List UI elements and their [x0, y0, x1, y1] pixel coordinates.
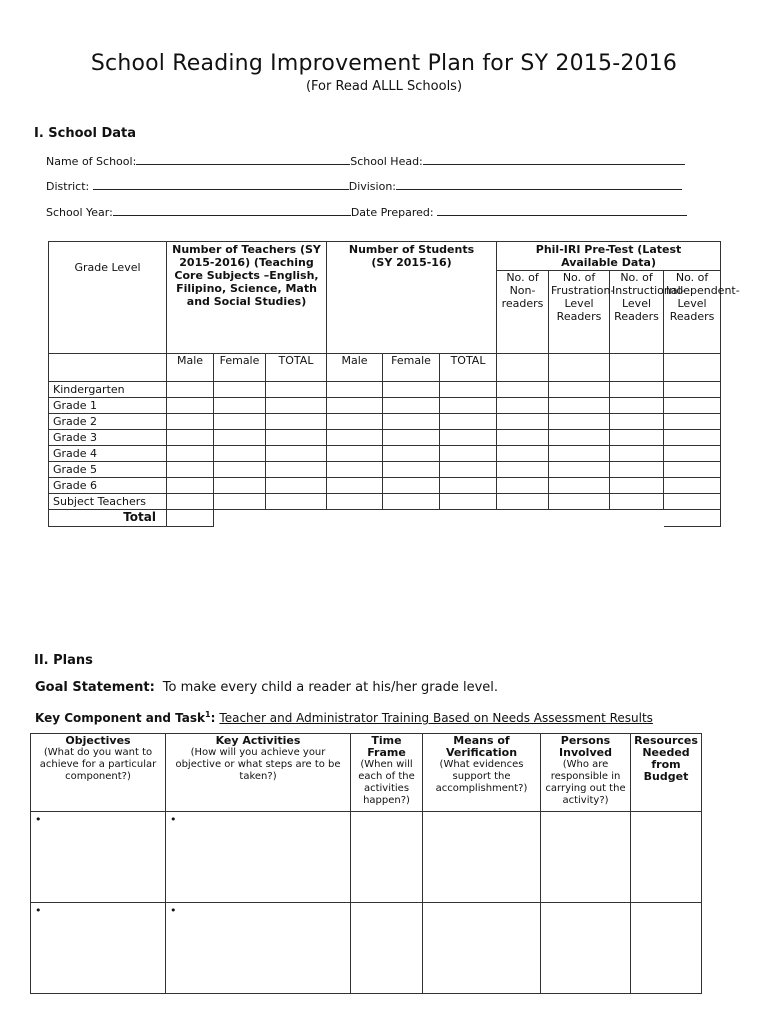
table-row	[49, 494, 721, 510]
kct-label: Key Component and Task	[35, 711, 206, 725]
page-subtitle: (For Read ALLL Schools)	[305, 79, 463, 94]
district-label: District:	[46, 180, 90, 193]
row-label-kindergarten: Kindergarten	[49, 382, 167, 398]
philiri-col-instructional: No. of Instructional-Level Readers	[610, 271, 664, 354]
row-label-grade-3: Grade 3	[49, 430, 167, 446]
district-field[interactable]	[93, 178, 349, 190]
col-means-of-verification	[423, 734, 541, 812]
division-label: Division:	[348, 180, 397, 193]
col-time-frame	[351, 734, 423, 812]
philiri-col-nonreaders: No. of Non-readers	[497, 271, 549, 354]
row-label-subject-teachers: Subject Teachers	[49, 494, 167, 510]
year-date-row	[46, 204, 687, 220]
division-field[interactable]	[396, 178, 682, 190]
teachers-total: TOTAL	[266, 354, 327, 382]
objective-bullet: •	[35, 904, 42, 917]
table-row	[31, 812, 702, 903]
enrollment-table	[48, 241, 740, 527]
activity-bullet: •	[170, 904, 177, 917]
table-row	[49, 382, 721, 398]
col-resources-title: Resources Needed from Budget	[634, 734, 698, 783]
kct-colon: :	[210, 711, 216, 725]
page-title: School Reading Improvement Plan for SY 2015-2016	[90, 51, 678, 76]
col-key-activities-desc: (How will you achieve your objective or what steps are to be taken?)	[175, 747, 341, 782]
col-time-frame-title: Time Frame	[367, 734, 406, 759]
row-label-grade-1: Grade 1	[49, 398, 167, 414]
table-row	[49, 478, 721, 494]
plans-table	[30, 733, 702, 994]
district-division-row	[46, 178, 682, 194]
col-resources	[631, 734, 702, 812]
school-year-field[interactable]	[113, 204, 351, 216]
teachers-male: Male	[167, 354, 214, 382]
date-prepared-field[interactable]	[437, 204, 687, 216]
table-row	[49, 414, 721, 430]
school-head-field[interactable]	[423, 153, 685, 165]
col-objectives	[31, 734, 166, 812]
activity-bullet: •	[170, 813, 177, 826]
plans-heading: II. Plans	[34, 653, 93, 668]
goal-statement	[35, 680, 498, 696]
gender-subheader-row	[49, 354, 721, 382]
name-school-head-row	[46, 153, 685, 169]
students-female: Female	[383, 354, 440, 382]
row-label-grade-6: Grade 6	[49, 478, 167, 494]
col-mov-title: Means of Verification	[445, 734, 518, 759]
goal-text: To make every child a reader at his/her grade level.	[162, 680, 499, 695]
key-component-task	[35, 707, 653, 726]
table-row	[49, 398, 721, 414]
row-label-grade-4: Grade 4	[49, 446, 167, 462]
teachers-female: Female	[214, 354, 266, 382]
school-data-heading: I. School Data	[34, 126, 137, 141]
grade-level-header: Grade Level	[49, 242, 167, 354]
date-prepared-label: Date Prepared:	[350, 206, 434, 219]
col-persons-desc: (Who are responsible in carrying out the activity?)	[545, 759, 626, 806]
philiri-col-frustration: No. of Frustration-Level Readers	[549, 271, 610, 354]
plans-header-row	[31, 734, 702, 812]
students-male: Male	[327, 354, 383, 382]
col-persons-involved	[541, 734, 631, 812]
students-total: TOTAL	[440, 354, 497, 382]
col-persons-title: Persons Involved	[559, 734, 612, 759]
col-time-frame-desc: (When will each of the activities happen?)	[358, 759, 415, 806]
table-row	[49, 446, 721, 462]
row-label-grade-5: Grade 5	[49, 462, 167, 478]
row-label-grade-2: Grade 2	[49, 414, 167, 430]
col-objectives-desc: (What do you want to achieve for a particular component?)	[39, 747, 157, 782]
school-year-label: School Year:	[46, 206, 113, 219]
table-row	[49, 430, 721, 446]
kct-value: Teacher and Administrator Training Based on Needs Assessment Results	[219, 711, 653, 725]
kct-footnote-ref: 1	[205, 710, 211, 719]
teachers-header: Number of Teachers (SY 2015-2016) (Teaching Core Subjects –English, Filipino, Science, Math and Social Studies)	[167, 242, 327, 354]
name-of-school-field[interactable]	[136, 153, 350, 165]
col-mov-desc: (What evidences support the accomplishment?)	[435, 759, 528, 794]
school-head-label: School Head:	[350, 155, 423, 168]
total-row	[49, 510, 721, 527]
name-of-school-label: Name of School:	[46, 155, 137, 168]
goal-label: Goal Statement:	[35, 680, 155, 695]
objective-bullet: •	[35, 813, 42, 826]
students-header: Number of Students (SY 2015-16)	[327, 242, 497, 354]
col-objectives-title: Objectives	[65, 734, 131, 747]
col-key-activities	[166, 734, 351, 812]
table-row	[49, 462, 721, 478]
philiri-col-independent: No. of Independent-Level Readers	[664, 271, 721, 354]
total-row-label: Total	[49, 510, 167, 527]
philiri-header: Phil-IRI Pre-Test (Latest Available Data)	[497, 242, 721, 271]
table-row	[31, 903, 702, 994]
col-key-activities-title: Key Activities	[215, 734, 301, 747]
